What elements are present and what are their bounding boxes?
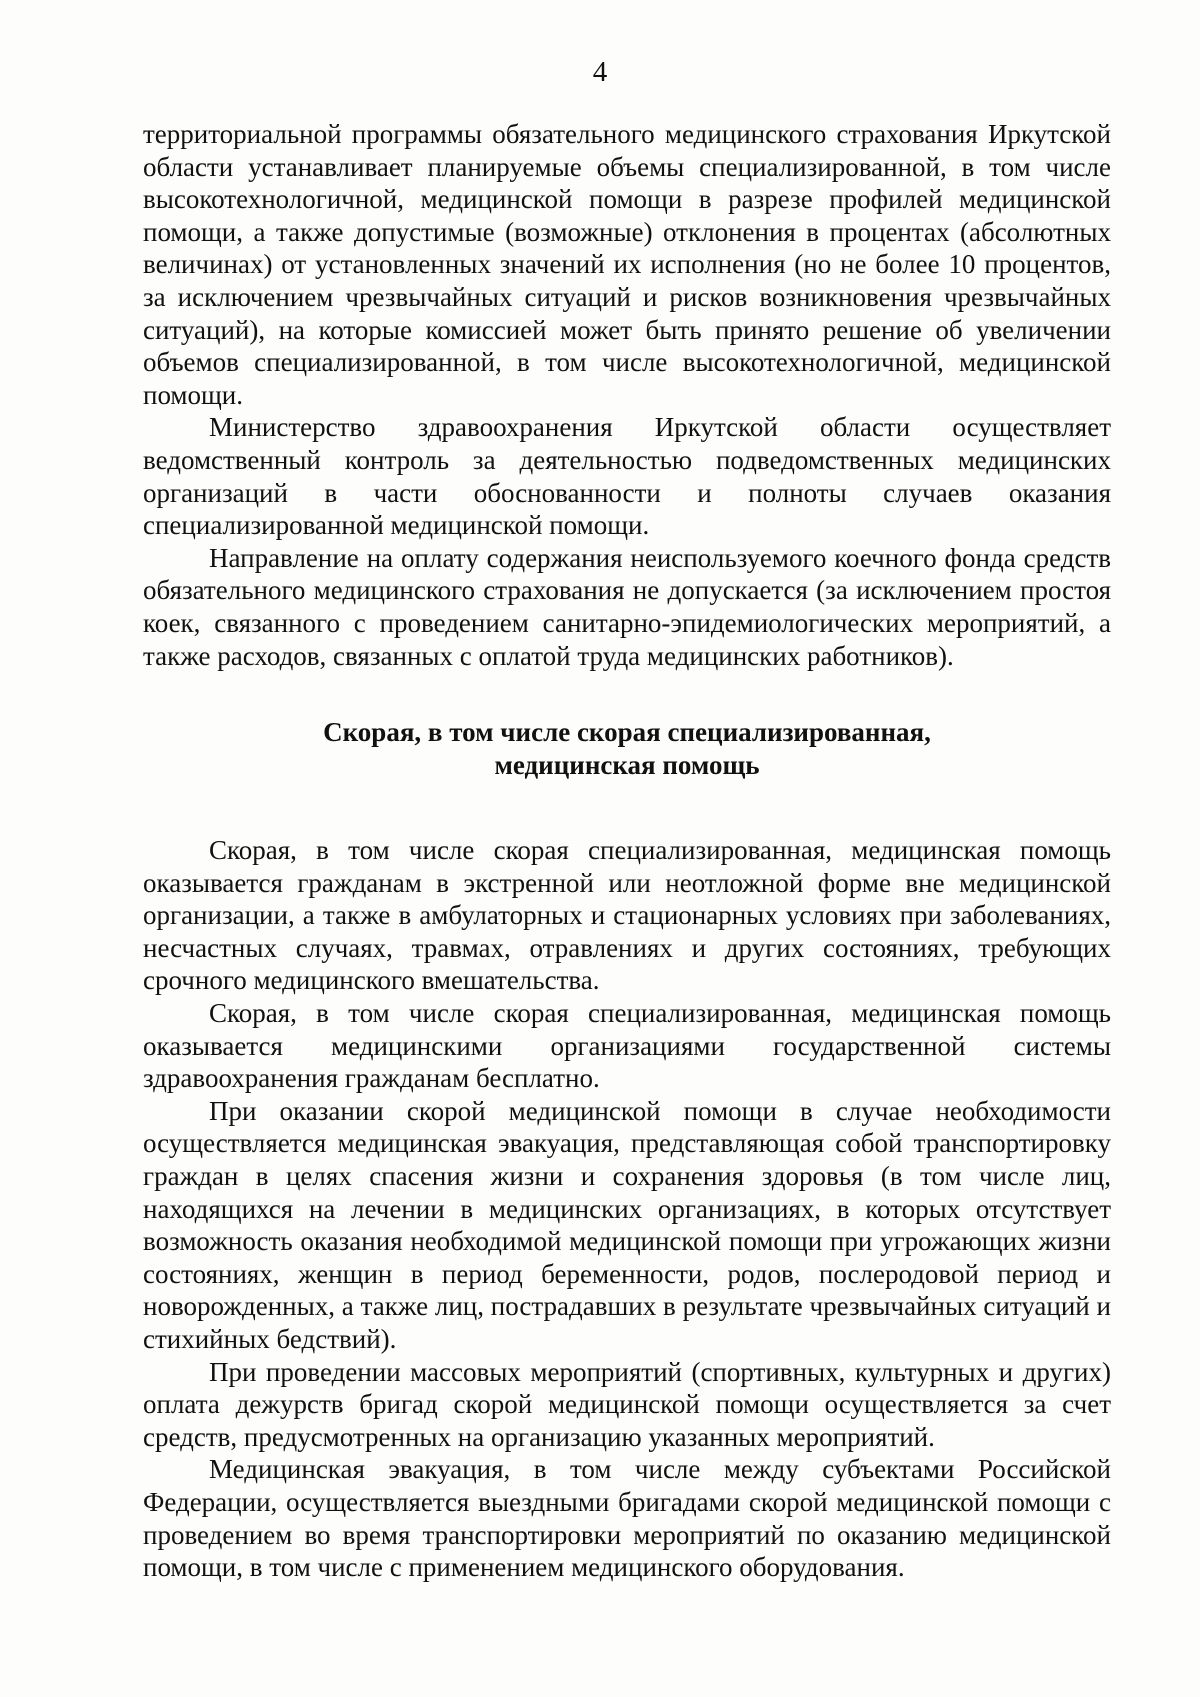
document-body [143,118,1111,1584]
section-heading-line-1: Скорая, в том числе скорая специализированная, [323,717,931,748]
paragraph: Направление на оплату содержания неиспользуемого коечного фонда средств обязательного медицинского страхования не допускается (за исключением простоя коек, связанного с проведением санитарно-эпидемиологических мероприятий, а также расходов, связанных с оплатой труда медицинских работников). [143,542,1111,671]
paragraph: При проведении массовых мероприятий (спортивных, культурных и других) оплата дежурств бригад скорой медицинской помощи осуществляется за счет средств, предусмотренных на организацию указанных мероприятий. [143,1356,1111,1452]
paragraph: территориальной программы обязательного медицинского страхования Иркутской области устанавливает планируемые объемы специализированной, в том числе высокотехнологичной, медицинской помощи в разрезе профилей медицинской помощи, а также допустимые (возможные) отклонения в процентах (абсолютных величинах) от установленных значений их исполнения (но не более 10 процентов, за исключением чрезвычайных ситуаций и рисков возникновения чрезвычайных ситуаций), на которые комиссией может быть принято решение об увеличении объемов специализированной, в том числе высокотехнологичной, медицинской помощи. [143,119,1111,410]
page-number: 4 [592,56,608,88]
paragraph: Медицинская эвакуация, в том числе между субъектами Российской Федерации, осуществляется выездными бригадами скорой медицинской помощи с проведением во время транспортировки мероприятий по оказанию медицинской помощи, в том числе с применением медицинского оборудования. [143,1454,1111,1583]
paragraph: Министерство здравоохранения Иркутской области осуществляет ведомственный контроль за деятельностью подведомственных медицинских организаций в части обоснованности и полноты случаев оказания специализированной медицинской помощи. [143,412,1111,541]
paragraph: Скорая, в том числе скорая специализированная, медицинская помощь оказывается медицинскими организациями государственной системы здравоохранения гражданам бесплатно. [143,998,1111,1094]
section-emergency-care [143,834,1111,1584]
section-heading [143,716,1111,782]
paragraph: Скорая, в том числе скорая специализированная, медицинская помощь оказывается гражданам в экстренной или неотложной форме вне медицинской организации, а также в амбулаторных и стационарных условиях при заболеваниях, несчастных случаях, травмах, отравлениях и других состояниях, требующих срочного медицинского вмешательства. [143,835,1111,996]
paragraph: При оказании скорой медицинской помощи в случае необходимости осуществляется медицинская эвакуация, представляющая собой транспортировку граждан в целях спасения жизни и сохранения здоровья (в том числе лиц, находящихся на лечении в медицинских организациях, в которых отсутствует возможность оказания необходимой медицинской помощи при угрожающих жизни состояниях, женщин в период беременности, родов, послеродовой период и новорожденных, а также лиц, пострадавших в результате чрезвычайных ситуаций и стихийных бедствий). [143,1095,1111,1354]
section-specialized-care [143,118,1111,672]
section-heading-line-2: медицинская помощь [494,750,760,781]
